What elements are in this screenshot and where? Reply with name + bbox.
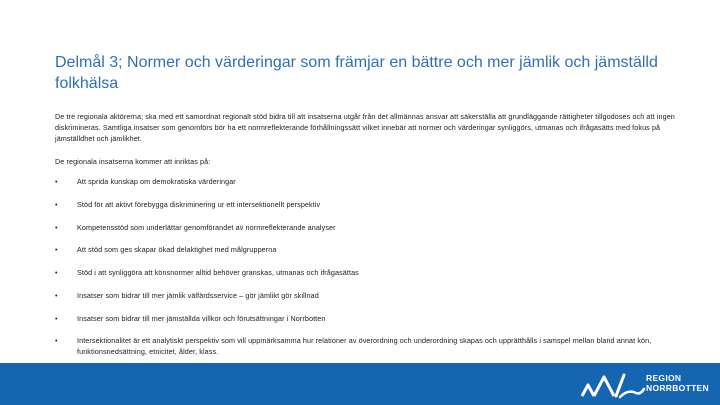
list-item bbox=[55, 177, 695, 188]
lead-text: De regionala insatserna kommer att inriktas på: bbox=[55, 157, 211, 166]
list-item bbox=[55, 223, 695, 234]
list-item-text: Insatser som bidrar till mer jämlik välfärdsservice – gör jämlikt gör skillnad bbox=[77, 290, 319, 300]
logo-line-norrbotten: NORRBOTTEN bbox=[646, 383, 709, 393]
list-item bbox=[55, 245, 695, 256]
list-item bbox=[55, 314, 695, 325]
list-item-text: Stöd för att aktivt förebygga diskriminering ur ett intersektionellt perspektiv bbox=[77, 199, 321, 209]
list-item-text: Att sprida kunskap om demokratiska värderingar bbox=[77, 177, 236, 186]
list-item-text: Stöd i att synliggöra att könsnormer alltid behöver granskas, utmanas och ifrågasättas bbox=[77, 268, 359, 278]
logo-text bbox=[646, 373, 709, 393]
logo-line-region: REGION bbox=[646, 373, 682, 383]
bullet-icon: • bbox=[55, 199, 58, 209]
bullet-icon: • bbox=[55, 222, 58, 232]
list-item-text: Kompetensstöd som underlättar genomförandet av normreflekterande analyser bbox=[77, 222, 336, 232]
bullet-icon: • bbox=[55, 268, 58, 278]
bullet-icon: • bbox=[55, 290, 58, 300]
bullet-icon: • bbox=[55, 245, 58, 255]
list-item-text: Insatser som bidrar till mer jämställda villkor och förutsättningar i Norrbotten bbox=[77, 313, 326, 323]
list-item-text: Intersektionalitet är ett analytiskt perspektiv som vill uppmärksamma hur relationer av överordning och underordning skapas och upprätthålls i samspel mellan bland annat kön, funktionsnedsättning, etnicitet, ålder, klass. bbox=[77, 336, 652, 357]
bullet-icon: • bbox=[55, 177, 58, 186]
list-item bbox=[55, 268, 695, 279]
bullet-list bbox=[55, 177, 695, 370]
bullet-icon: • bbox=[55, 313, 58, 323]
intro-paragraph: De tre regionala aktörerna; ska med ett samordnat regionalt stöd bidra till att insatserna utgår från det allmännas ansvar att säkerställa att grundläggande rättigheter tillgodoses och att ingen diskrimineras. Samtliga insatser som genomförs bör ha ett normreflekterande förhållningssätt vilket innebär att normer och värderingar synliggörs, utmanas och ifrågasätts med fokus på jämställdhet och jämlikhet. bbox=[55, 112, 675, 143]
footer-bar bbox=[0, 363, 720, 405]
slide-title: Delmål 3; Normer och värderingar som främjar en bättre och mer jämlik och jämställd folkhälsa bbox=[55, 54, 658, 92]
region-norrbotten-logo bbox=[576, 369, 709, 401]
list-item bbox=[55, 336, 695, 357]
list-item bbox=[55, 291, 695, 302]
list-item bbox=[55, 200, 695, 211]
bullet-icon: • bbox=[55, 336, 58, 346]
region-norrbotten-logo-icon bbox=[576, 369, 648, 401]
list-item-text: Att stöd som ges skapar ökad delaktighet med målgrupperna bbox=[77, 245, 277, 255]
